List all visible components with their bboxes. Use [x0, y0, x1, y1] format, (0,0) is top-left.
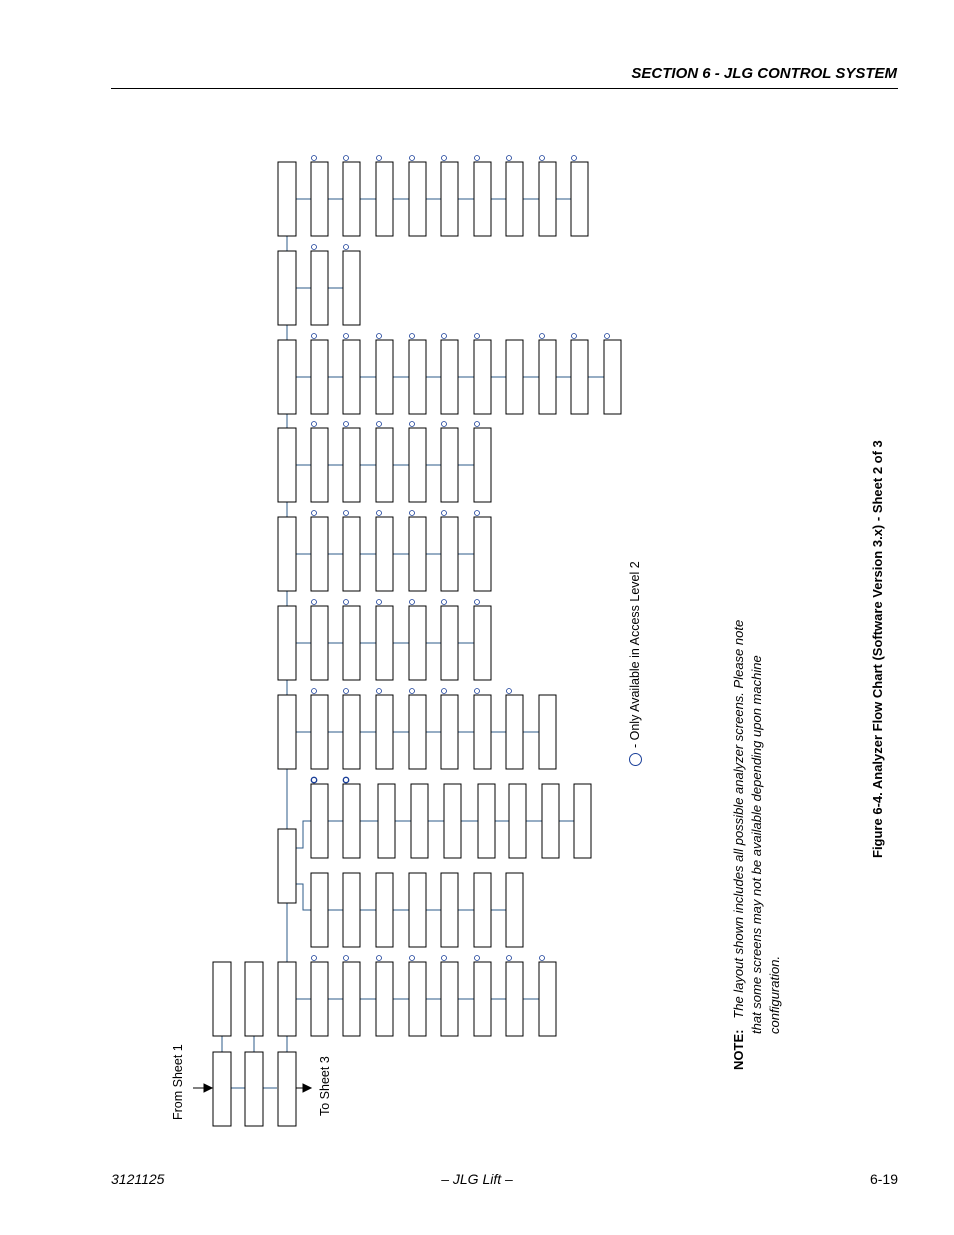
access-level-2-marker: [377, 511, 382, 516]
screen-box: [474, 695, 491, 769]
screen-box: [409, 695, 426, 769]
access-level-2-marker: [344, 511, 349, 516]
screen-box: [441, 695, 458, 769]
screen-box: [278, 962, 296, 1036]
screen-box: [444, 784, 461, 858]
screen-box: [411, 784, 428, 858]
access-level-2-marker: [312, 511, 317, 516]
access-level-2-marker: [344, 334, 349, 339]
access-level-2-marker: [312, 156, 317, 161]
screen-box: [474, 962, 491, 1036]
screen-box: [506, 873, 523, 947]
from-sheet-label: From Sheet 1: [171, 1044, 185, 1120]
screen-box: [474, 517, 491, 591]
access-level-2-marker: [475, 334, 480, 339]
access-level-2-marker: [344, 422, 349, 427]
screen-box: [278, 517, 296, 591]
screen-box: [574, 784, 591, 858]
screen-box: [278, 428, 296, 502]
screen-box: [474, 340, 491, 414]
screen-box: [409, 428, 426, 502]
screen-box: [539, 695, 556, 769]
screen-box: [278, 829, 296, 903]
access-level-2-marker: [312, 422, 317, 427]
access-level-2-marker: [442, 156, 447, 161]
screen-box: [506, 962, 523, 1036]
access-level-2-marker: [475, 600, 480, 605]
access-level-2-marker: [475, 156, 480, 161]
access-level-2-marker: [343, 777, 348, 782]
screen-box: [409, 873, 426, 947]
screen-box: [509, 784, 526, 858]
note-line-3: configuration.: [767, 955, 782, 1034]
legend-text: - Only Available in Access Level 2: [628, 561, 642, 748]
screen-box: [376, 340, 393, 414]
screen-box: [311, 517, 328, 591]
screen-box: [278, 1052, 296, 1126]
screen-box: [278, 251, 296, 325]
access-level-2-marker: [377, 334, 382, 339]
access-level-2-marker: [507, 956, 512, 961]
access-level-2-marker: [377, 600, 382, 605]
screen-box: [542, 784, 559, 858]
screen-box: [343, 251, 360, 325]
screen-box: [539, 340, 556, 414]
legend: [628, 561, 642, 766]
screen-box: [278, 162, 296, 236]
screen-box: [343, 162, 360, 236]
screen-box: [604, 340, 621, 414]
screen-box: [311, 428, 328, 502]
screen-box: [278, 695, 296, 769]
branch-connector: [296, 821, 311, 848]
access-level-2-marker: [377, 422, 382, 427]
access-level-2-marker: [475, 689, 480, 694]
access-level-2-marker: [475, 956, 480, 961]
screen-box: [376, 606, 393, 680]
legend-circle-icon: [629, 753, 642, 766]
access-level-2-marker: [410, 422, 415, 427]
screen-box: [343, 428, 360, 502]
screen-box: [441, 873, 458, 947]
access-level-2-marker: [312, 689, 317, 694]
from-sheet-arrow-head: [204, 1084, 212, 1092]
access-level-2-marker: [540, 334, 545, 339]
screen-box: [378, 784, 395, 858]
branch-connector: [296, 884, 311, 910]
screen-box: [311, 606, 328, 680]
screen-box: [409, 340, 426, 414]
access-level-2-marker: [377, 156, 382, 161]
access-level-2-marker: [507, 156, 512, 161]
screen-box: [409, 517, 426, 591]
screen-box: [474, 873, 491, 947]
access-level-2-marker: [344, 689, 349, 694]
access-level-2-marker: [475, 422, 480, 427]
screen-box: [441, 428, 458, 502]
access-level-2-marker: [377, 689, 382, 694]
screen-box: [539, 162, 556, 236]
footer-center-text: – JLG Lift –: [441, 1171, 513, 1187]
screen-box: [311, 784, 328, 858]
access-level-2-marker: [410, 156, 415, 161]
screen-box: [245, 962, 263, 1036]
to-sheet-arrow-head: [303, 1084, 311, 1092]
screen-box: [409, 606, 426, 680]
screen-box: [441, 517, 458, 591]
screen-box: [441, 962, 458, 1036]
access-level-2-marker: [410, 511, 415, 516]
screen-box: [506, 695, 523, 769]
note-block: [730, 620, 784, 1070]
to-sheet-label: To Sheet 3: [318, 1056, 332, 1116]
screen-box: [376, 428, 393, 502]
screen-box: [311, 695, 328, 769]
screen-box: [474, 162, 491, 236]
screen-box: [506, 340, 523, 414]
access-level-2-marker: [442, 600, 447, 605]
screen-box: [376, 962, 393, 1036]
access-level-2-marker: [312, 956, 317, 961]
access-level-2-marker: [442, 334, 447, 339]
access-level-2-marker: [312, 245, 317, 250]
access-level-2-marker: [344, 156, 349, 161]
access-level-2-marker: [344, 600, 349, 605]
screen-box: [478, 784, 495, 858]
screen-box: [571, 340, 588, 414]
access-level-2-marker: [442, 956, 447, 961]
access-level-2-marker: [507, 689, 512, 694]
access-level-2-marker: [475, 511, 480, 516]
screen-box: [376, 162, 393, 236]
screen-box: [474, 606, 491, 680]
access-level-2-marker: [344, 956, 349, 961]
access-level-2-marker: [410, 600, 415, 605]
screen-box: [311, 162, 328, 236]
screen-box: [213, 1052, 231, 1126]
screen-box: [343, 695, 360, 769]
access-level-2-marker: [442, 511, 447, 516]
screen-box: [343, 606, 360, 680]
screen-box: [343, 517, 360, 591]
access-level-2-marker: [410, 956, 415, 961]
screen-box: [213, 962, 231, 1036]
footer-doc-number: 3121125: [111, 1171, 165, 1187]
access-level-2-marker: [572, 334, 577, 339]
screen-box: [539, 962, 556, 1036]
screen-box: [343, 784, 360, 858]
screen-box: [311, 873, 328, 947]
access-level-2-marker: [312, 600, 317, 605]
access-level-2-marker: [605, 334, 610, 339]
figure-caption: Figure 6-4. Analyzer Flow Chart (Software Version 3.x) - Sheet 2 of 3: [870, 440, 885, 858]
note-line-2: that some screens may not be available depending upon machine: [749, 655, 764, 1034]
access-level-2-marker: [410, 689, 415, 694]
screen-box: [311, 962, 328, 1036]
screen-box: [311, 251, 328, 325]
screen-box: [441, 606, 458, 680]
screen-box: [571, 162, 588, 236]
access-level-2-marker: [311, 777, 316, 782]
access-level-2-marker: [442, 689, 447, 694]
screen-box: [311, 340, 328, 414]
access-level-2-marker: [377, 956, 382, 961]
note-line-1: The layout shown includes all possible analyzer screens. Please note: [731, 619, 746, 1019]
screen-box: [278, 340, 296, 414]
screen-box: [343, 873, 360, 947]
access-level-2-marker: [344, 245, 349, 250]
footer-page-number: 6-19: [869, 1171, 898, 1187]
note-label: NOTE:: [731, 1029, 746, 1070]
access-level-2-marker: [410, 334, 415, 339]
access-level-2-marker: [312, 334, 317, 339]
screen-box: [376, 695, 393, 769]
screen-box: [409, 962, 426, 1036]
screen-box: [278, 606, 296, 680]
access-level-2-marker: [540, 156, 545, 161]
screen-box: [506, 162, 523, 236]
screen-box: [343, 340, 360, 414]
screen-box: [474, 428, 491, 502]
screen-box: [441, 162, 458, 236]
access-level-2-marker: [442, 422, 447, 427]
screen-box: [376, 873, 393, 947]
screen-box: [343, 962, 360, 1036]
screen-box: [376, 517, 393, 591]
screen-box: [245, 1052, 263, 1126]
access-level-2-marker: [540, 956, 545, 961]
access-level-2-marker: [572, 156, 577, 161]
section-header-title: SECTION 6 - JLG CONTROL SYSTEM: [631, 65, 897, 82]
screen-box: [441, 340, 458, 414]
screen-box: [409, 162, 426, 236]
